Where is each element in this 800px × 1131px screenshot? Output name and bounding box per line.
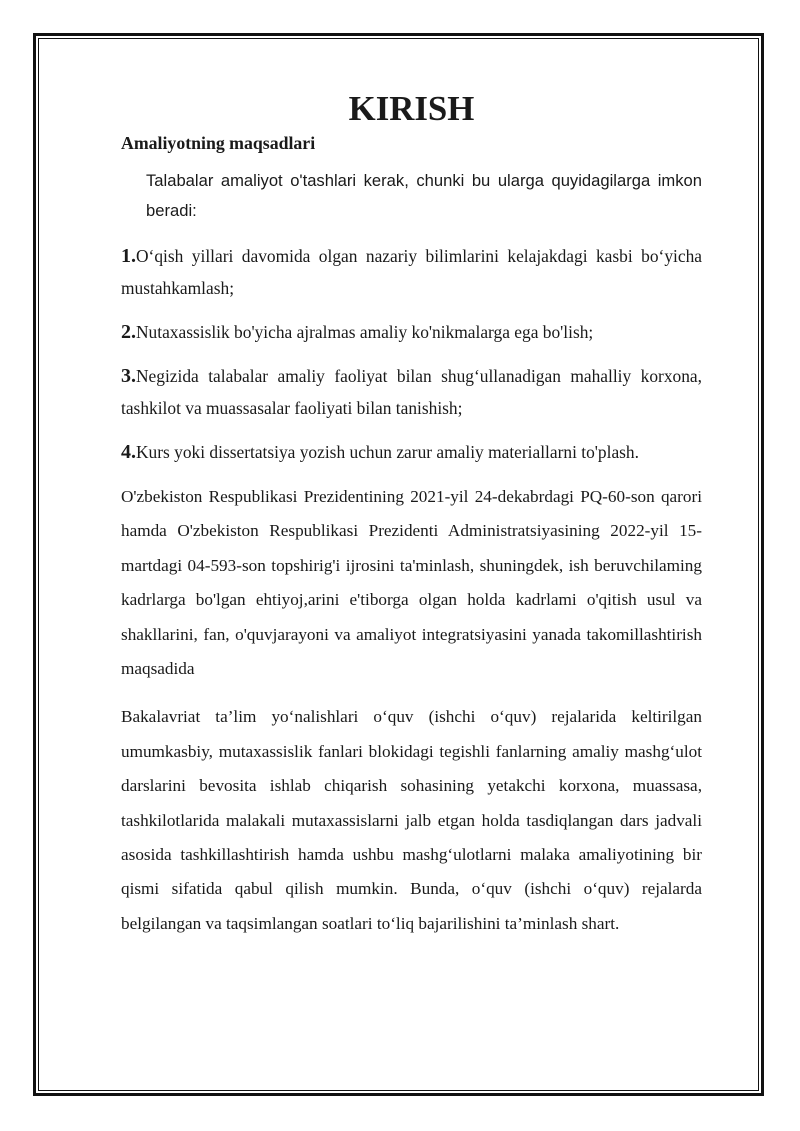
list-item-text: O‘qish yillari davomida olgan nazariy bilimlarini kelajakdagi kasbi bo‘yicha mustahkamlash; (121, 246, 702, 298)
list-item-text: Nutaxassislik bo'yicha ajralmas amaliy ko'nikmalarga ega bo'lish; (136, 322, 594, 342)
list-item-number: 2. (121, 321, 136, 343)
document-heading: KIRISH (348, 89, 475, 128)
section-subheading: Amaliyotning maqsadlari (121, 133, 316, 153)
body-paragraph: O'zbekiston Respublikasi Prezidentining 2021-yil 24-dekabrdagi PQ-60-son qarori hamda O'zbekiston Respublikasi Prezidenti Administratsiyasining 2022-yil 15-martdagi 04-593-son topshirig'i ijrosini ta'minlash, shuningdek, ish beruvchilaming kadrlarga bo'lgan ehtiyoj,arini e'tiborga olgan holda kadrlami o'qitish usul va shakllarini, fan, o'quvjarayoni va amaliyot integratsiyasini yanada takomillashtirish maqsadida (121, 487, 702, 679)
list-item (121, 348, 702, 424)
list-item (121, 304, 702, 348)
list-item-number: 3. (121, 365, 136, 387)
document-body (121, 89, 702, 941)
list-item-number: 4. (121, 441, 136, 463)
list-item-text: Negizida talabalar amaliy faoliyat bilan shug‘ullanadigan mahalliy korxona, tashkilot va muassasalar faoliyati bilan tanishish; (121, 366, 702, 418)
list-item (121, 424, 702, 468)
list-item-text: Kurs yoki dissertatsiya yozish uchun zarur amaliy materiallarni to'plash. (136, 442, 639, 462)
list-item-number: 1. (121, 245, 136, 267)
intro-paragraph: Talabalar amaliyot o'tashlari kerak, chunki bu ularga quyidagilarga imkon beradi: (146, 171, 702, 220)
list-item (121, 226, 702, 304)
body-paragraph: Bakalavriat ta’lim yo‘nalishlari o‘quv (ishchi o‘quv) rejalarida keltirilgan umumkasbiy, mutaxassislik fanlari blokidagi tegishli fanlarning amaliy mashg‘ulot darslarini bevosita ishlab chiqarish sohasining yetakchi korxona, muassasa, tashkilotlarida malakali mutaxassislarni jalb etgan holda tasdiqlangan dars jadvali asosida tashkillashtirish hamda ushbu mashg‘ulotlarni malaka amaliyotining bir qismi sifatida qabul qilish mumkin. Bunda, o‘quv (ishchi o‘quv) rejalarda belgilangan va taqsimlangan soatlari to‘liq bajarilishini ta’minlash shart. (121, 707, 702, 933)
